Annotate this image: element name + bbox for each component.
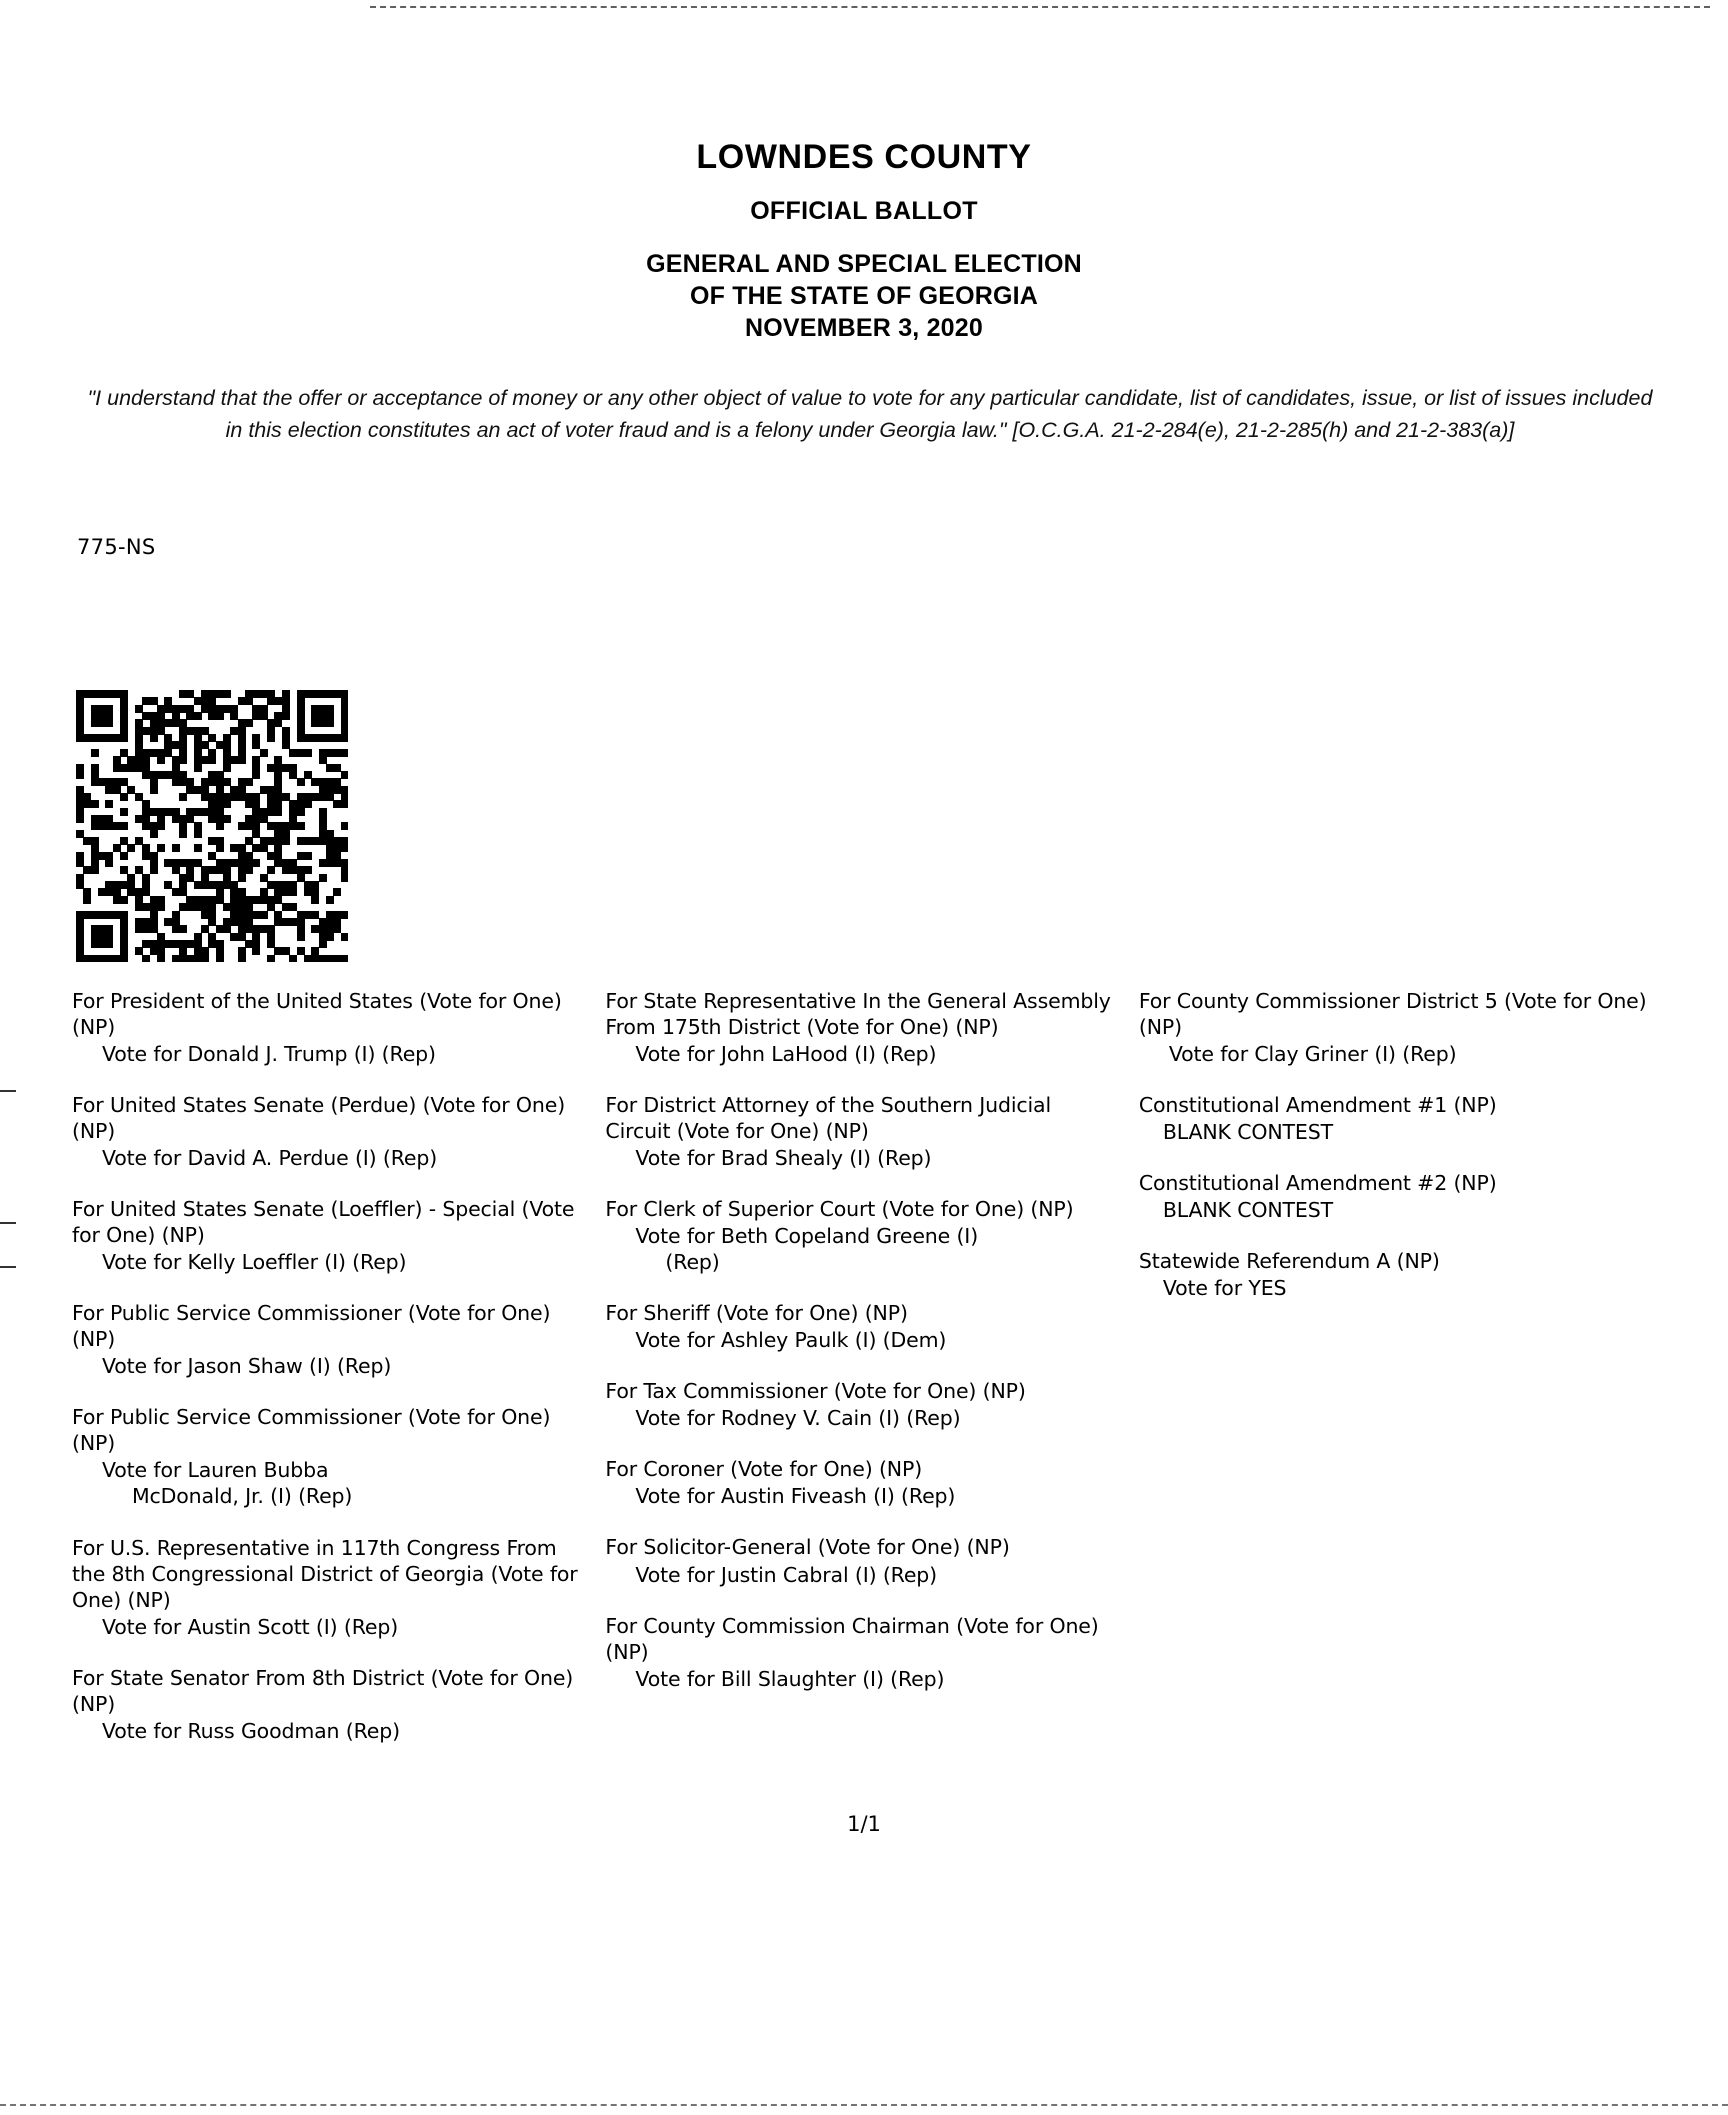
contest-choice: Vote for Jason Shaw (I) (Rep) [102, 1354, 392, 1379]
election-date: NOVEMBER 3, 2020 [744, 314, 983, 342]
contest-title: Constitutional Amendment #2 (NP) [1138, 1171, 1497, 1196]
contest-title: For Public Service Commissioner (Vote for One) (NP) [72, 1301, 551, 1352]
contest-choice [72, 1457, 583, 1509]
county-title: LOWNDES COUNTY [696, 138, 1032, 176]
contest-choice: Vote for Clay Griner (I) (Rep) [1168, 1042, 1457, 1067]
contest-choice-text: Vote for Lauren Bubba [102, 1458, 329, 1483]
official-ballot-label: OFFICIAL BALLOT [750, 197, 978, 225]
contest-choice: Vote for Austin Fiveash (I) (Rep) [635, 1484, 956, 1509]
voter-fraud-oath: "I understand that the offer or acceptance of money or any other object of value to vote for any particular candidate, list of candidates, issue, or list of issues included in this election constitutes an act of voter fraud and is a felony under Georgia law." [O.C.G.A. 21-2-284(e), 21-2-285(h) and 21-2-383(a)] [87, 386, 1653, 443]
contest [72, 1300, 583, 1379]
contest [1139, 1092, 1670, 1145]
contest-title: Statewide Referendum A (NP) [1138, 1249, 1440, 1274]
page-number: 1/1 [847, 1812, 881, 1836]
contest [72, 1092, 583, 1171]
contest [605, 1092, 1116, 1171]
contest [72, 1665, 583, 1744]
contest [1139, 1248, 1670, 1301]
contest-choice: Vote for Justin Cabral (I) (Rep) [635, 1562, 938, 1587]
contest [1139, 988, 1670, 1067]
scan-artifact [0, 1090, 16, 1092]
scan-edge-top [370, 6, 1710, 8]
contest-title: For United States Senate (Loeffler) - Special (Vote for One) (NP) [72, 1197, 575, 1248]
contest [1139, 1170, 1670, 1223]
contest [605, 988, 1116, 1067]
contest-title: For County Commission Chairman (Vote for One) (NP) [605, 1613, 1099, 1664]
ballot-qr-code [76, 690, 348, 962]
scan-artifact [0, 1222, 16, 1224]
contest-title: For United States Senate (Perdue) (Vote for One) (NP) [72, 1093, 566, 1144]
contest-title: For President of the United States (Vote for One) (NP) [72, 989, 562, 1040]
contest-choice: Vote for Donald J. Trump (I) (Rep) [102, 1042, 436, 1067]
contest-title: Constitutional Amendment #1 (NP) [1138, 1093, 1497, 1118]
contest-columns [72, 988, 1692, 1769]
contest-choice: BLANK CONTEST [1162, 1198, 1333, 1223]
election-title [0, 248, 1728, 344]
contest [605, 1300, 1116, 1353]
scan-artifact [0, 1266, 16, 1268]
election-title-line-3 [0, 312, 1728, 344]
contest-title: For County Commissioner District 5 (Vote for One) (NP) [1138, 989, 1647, 1040]
election-line-2: OF THE STATE OF GEORGIA [689, 282, 1039, 310]
contest-choice [605, 1223, 1116, 1275]
contest-title: For State Representative In the General Assembly From 175th District (Vote for One) (NP) [605, 989, 1111, 1040]
contest-choice-continuation: McDonald, Jr. (I) (Rep) [132, 1484, 353, 1509]
ballot-header [0, 138, 1728, 344]
ballot-style-id: 775-NS [77, 535, 156, 559]
contest-title: For Solicitor-General (Vote for One) (NP) [605, 1535, 1010, 1560]
contest-choice: Vote for Rodney V. Cain (I) (Rep) [635, 1406, 961, 1431]
contest-title: For Sheriff (Vote for One) (NP) [605, 1301, 908, 1326]
contest-title: For District Attorney of the Southern Judicial Circuit (Vote for One) (NP) [605, 1093, 1051, 1144]
contest-choice-continuation: (Rep) [665, 1250, 720, 1275]
contest [605, 1534, 1116, 1587]
contest [72, 1535, 583, 1640]
scan-edge-bottom [0, 2104, 1728, 2106]
qr-code-image [76, 690, 348, 962]
contest-choice: BLANK CONTEST [1162, 1120, 1333, 1145]
contest-column-3 [1139, 988, 1692, 1769]
election-title-line-1 [0, 248, 1728, 280]
contest-title: For State Senator From 8th District (Vote for One) (NP) [72, 1665, 574, 1716]
contest [72, 988, 583, 1067]
contest-title: For Tax Commissioner (Vote for One) (NP) [605, 1379, 1026, 1404]
contest-choice: Vote for Bill Slaughter (I) (Rep) [635, 1666, 945, 1691]
contest-title: For Coroner (Vote for One) (NP) [605, 1457, 923, 1482]
contest-column-2 [605, 988, 1138, 1769]
contest-choice: Vote for Russ Goodman (Rep) [102, 1718, 400, 1743]
contest-choice: Vote for John LaHood (I) (Rep) [635, 1042, 937, 1067]
contest [605, 1196, 1116, 1275]
election-title-line-2 [0, 280, 1728, 312]
contest-title: For U.S. Representative in 117th Congress From the 8th Congressional District of Georgia (Vote for One) (NP) [72, 1535, 578, 1612]
contest-title: For Clerk of Superior Court (Vote for One) (NP) [605, 1197, 1074, 1222]
contest-choice-text: Vote for Beth Copeland Greene (I) [635, 1224, 979, 1249]
contest-column-1 [72, 988, 605, 1769]
contest-choice: Vote for David A. Perdue (I) (Rep) [102, 1146, 438, 1171]
contest-choice: Vote for Austin Scott (I) (Rep) [102, 1614, 399, 1639]
contest [605, 1456, 1116, 1509]
contest-choice: Vote for Brad Shealy (I) (Rep) [635, 1146, 932, 1171]
contest-title: For Public Service Commissioner (Vote for One) (NP) [72, 1405, 551, 1456]
contest-choice: Vote for Kelly Loeffler (I) (Rep) [102, 1250, 407, 1275]
contest [72, 1404, 583, 1509]
contest [605, 1613, 1116, 1692]
contest [605, 1378, 1116, 1431]
contest [72, 1196, 583, 1275]
election-line-1: GENERAL AND SPECIAL ELECTION [646, 250, 1082, 278]
contest-choice: Vote for YES [1162, 1276, 1287, 1301]
contest-choice: Vote for Ashley Paulk (I) (Dem) [635, 1328, 947, 1353]
